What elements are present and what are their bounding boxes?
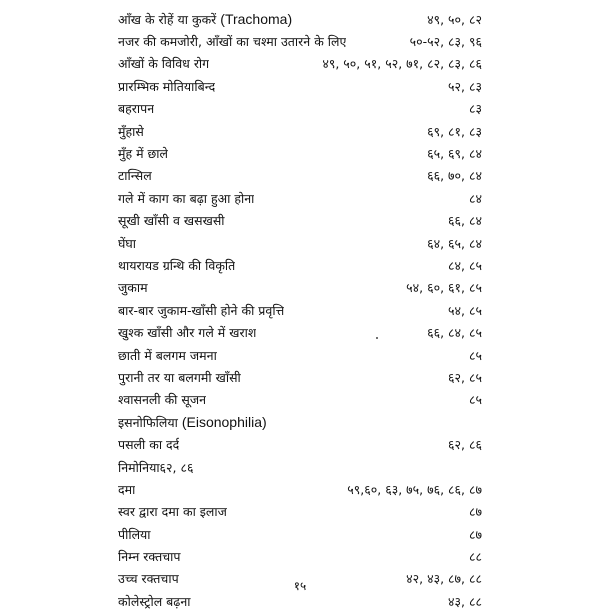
index-term-text: घेंघा	[118, 235, 137, 251]
index-page-refs: ८७	[468, 526, 482, 542]
index-entry	[118, 232, 482, 254]
index-entry	[118, 187, 482, 209]
index-entry	[118, 75, 482, 97]
index-page-refs: ८४	[468, 190, 482, 206]
index-page-refs: ५४, ८५	[448, 302, 482, 318]
index-entry	[118, 120, 482, 142]
index-term	[118, 347, 217, 364]
index-term	[118, 414, 267, 431]
index-term-text: कोलेस्ट्रोल बढ़ना	[118, 593, 191, 609]
index-page-refs: ५२, ८३	[448, 78, 482, 94]
index-entry	[118, 501, 482, 523]
index-page-refs: ४२, ४३, ८७, ८८	[406, 571, 482, 587]
index-entry	[118, 344, 482, 366]
index-term	[118, 436, 179, 453]
scan-speck	[376, 337, 378, 339]
index-term	[118, 503, 227, 520]
index-term-text: पसली का दर्द	[118, 437, 180, 453]
index-entry	[118, 30, 482, 52]
index-page-refs: ६४, ६५, ८४	[427, 235, 482, 251]
index-term-text: श्वासनली की सूजन	[118, 392, 207, 408]
index-page-refs: ८७	[468, 504, 482, 520]
index-term-text: बहरापन	[118, 101, 155, 117]
index-term-text: जुकाम	[118, 280, 148, 296]
index-term-text: उच्च रक्तचाप	[118, 571, 179, 587]
index-entry	[118, 254, 482, 276]
index-term	[118, 481, 135, 498]
index-term	[118, 257, 235, 274]
index-page-refs: ८३	[468, 101, 482, 117]
index-term-text: प्रारम्भिक मोतियाबिन्द	[118, 78, 216, 94]
index-page-refs: ८४, ८५	[448, 257, 482, 273]
index-page-refs: ४३, ८८	[448, 593, 482, 609]
index-term	[118, 235, 136, 252]
index-entry	[118, 478, 482, 500]
index-page-refs: ८८	[468, 549, 482, 565]
index-page-refs: ५०-५२, ८३, ९६	[409, 34, 482, 50]
index-term	[118, 391, 206, 408]
index-page-refs: ४९, ५०, ५१, ५२, ७१, ८२, ८३, ८६	[322, 56, 482, 72]
index-term-text: टान्सिल	[118, 168, 152, 184]
index-term	[118, 548, 181, 565]
index-term	[118, 167, 152, 184]
index-term-text: छाती में बलगम जमना	[118, 347, 217, 363]
index-term-text: आँख के रोहें या कुकरें	[118, 11, 217, 27]
index-term-text: पुरानी तर या बलगमी खाँसी	[118, 369, 241, 385]
index-list	[118, 8, 482, 613]
index-term-text: मुँहासे	[118, 123, 144, 139]
index-page-refs: ८५	[468, 392, 482, 408]
index-term-english: (Trachoma)	[220, 10, 293, 27]
index-entry	[118, 165, 482, 187]
index-page-refs: ६२, ८५	[448, 369, 482, 385]
index-entry	[118, 411, 482, 433]
index-entry	[118, 53, 482, 75]
index-term-text: थायरायड ग्रन्थि की विकृति	[118, 257, 236, 273]
index-term	[118, 369, 241, 386]
page-number: १५	[293, 579, 307, 593]
index-term-text: पीलिया	[118, 526, 151, 542]
index-entry	[118, 321, 482, 343]
index-entry	[118, 299, 482, 321]
index-term	[118, 78, 215, 95]
index-page-refs: ६६, ८४	[448, 213, 482, 229]
index-entry	[118, 366, 482, 388]
index-term-text: मुँह में छाले	[118, 146, 169, 162]
index-page-refs: ६९, ८१, ८३	[427, 123, 482, 139]
index-term-text: बार-बार जुकाम-खाँसी होने की प्रवृत्ति	[118, 302, 285, 318]
index-entry	[118, 277, 482, 299]
index-page-refs: ८५	[468, 347, 482, 363]
index-entry	[118, 523, 482, 545]
index-entry	[118, 545, 482, 567]
index-term	[118, 190, 254, 207]
index-term	[118, 11, 292, 28]
index-term	[118, 145, 168, 162]
index-term-text: निम्न रक्तचाप	[118, 549, 181, 565]
index-term	[118, 55, 209, 72]
index-term-text: नजर की कमजोरी, आँखों का चश्मा उतारने के लिए	[118, 34, 347, 50]
index-term-text: इसनोफिलिया	[118, 414, 178, 430]
index-term	[118, 593, 191, 610]
index-page-refs: ६६, ७०, ८४	[427, 168, 482, 184]
index-page-refs: ६५, ६९, ८४	[427, 146, 482, 162]
index-entry	[118, 456, 482, 478]
index-term	[118, 302, 284, 319]
index-term	[118, 279, 148, 296]
index-term-english: (Eisonophilia)	[181, 413, 267, 430]
index-term-text: निमोनिया६२, ८६	[118, 459, 194, 475]
index-term-text: खुश्क खाँसी और गले में खराश	[118, 325, 257, 341]
index-term	[118, 123, 144, 140]
index-page-refs: ५९,६०, ६३, ७५, ७६, ८६, ८७	[347, 481, 482, 497]
index-entry	[118, 8, 482, 30]
index-term	[118, 526, 151, 543]
index-term-text: दमा	[118, 481, 136, 497]
index-term-text: सूखी खाँसी व खसखसी	[118, 213, 225, 229]
index-term	[118, 212, 225, 229]
index-term-text: गले में काग का बढ़ा हुआ होना	[118, 190, 255, 206]
index-entry	[118, 433, 482, 455]
index-page-refs: ६६, ८४, ८५	[427, 325, 482, 341]
index-entry	[118, 210, 482, 232]
index-term	[118, 33, 346, 50]
index-entry	[118, 98, 482, 120]
index-term	[118, 100, 154, 117]
index-page-refs: ४९, ५०, ८२	[427, 11, 482, 27]
index-term	[118, 324, 256, 341]
index-term	[118, 459, 194, 476]
index-entry	[118, 389, 482, 411]
index-page-refs: ६२, ८६	[448, 437, 482, 453]
index-term-text: स्वर द्वारा दमा का इलाज	[118, 504, 227, 520]
index-page-refs: ५४, ६०, ६१, ८५	[406, 280, 482, 296]
index-term-text: आँखों के विविध रोग	[118, 56, 210, 72]
index-entry	[118, 142, 482, 164]
